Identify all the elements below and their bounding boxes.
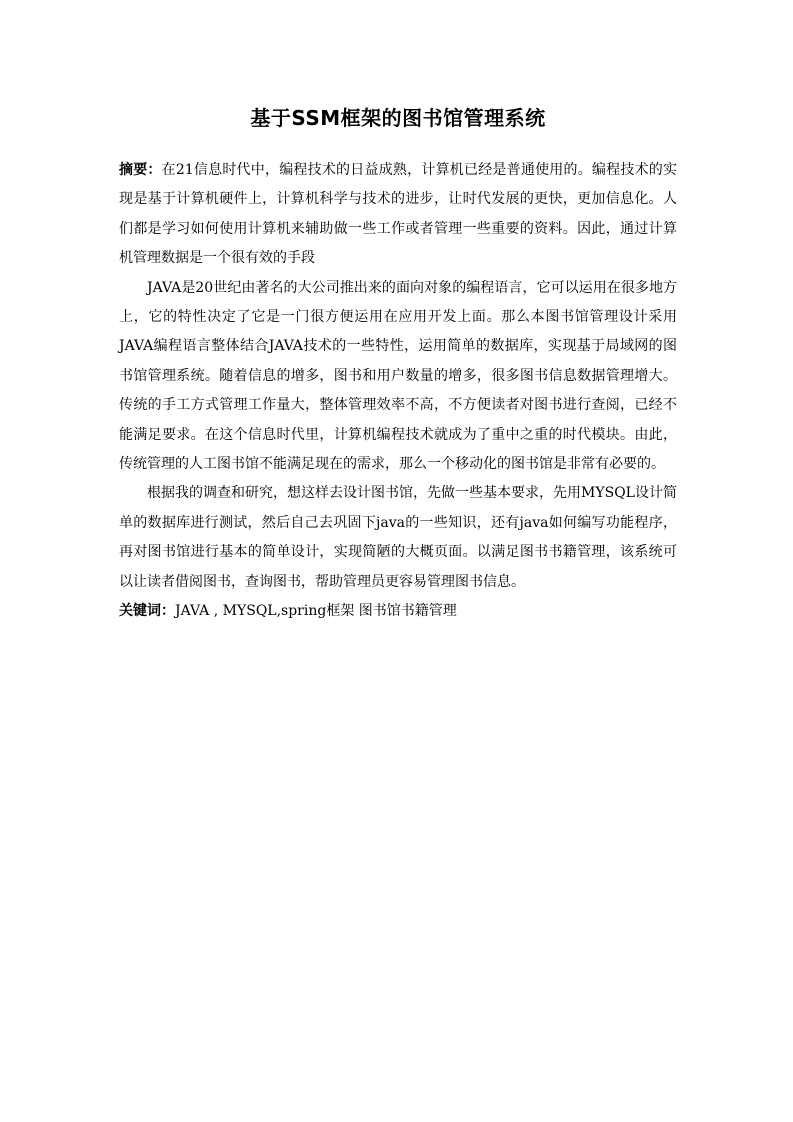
body-paragraph-1: JAVA是20世纪由著名的大公司推出来的面向对象的编程语言，它可以运用在很多地方上，它的特性决定了它是一门很方便运用在应用开发上面。那么本图书馆管理设计采用JAVA编程语言整体结合JAVA技术的一些特性，运用简单的数据库，实现基于局域网的图书馆管理系统。随着信息的增多，图书和用户数量的增多，很多图书信息数据管理增大。传统的手工方式管理工作量大，整体管理效率不高，不方便读者对图书进行查阅，已经不能满足要求。在这个信息时代里，计算机编程技术就成为了重中之重的时代模块。由此，传统管理的人工图书馆不能满足现在的需求，那么一个移动化的图书馆是非常有必要的。: [119, 279, 677, 473]
body-paragraph-2: 根据我的调查和研究，想这样去设计图书馆，先做一些基本要求，先用MYSQL设计简单的数据库进行测试，然后自己去巩固下java的一些知识，还有java如何编写功能程序，再对图书馆进行基本的简单设计，实现简陋的大概页面。以满足图书书籍管理，该系统可以让读者借阅图书，查询图书，帮助管理员更容易管理图书信息。: [119, 485, 677, 590]
keywords-label: 关键词：: [119, 603, 175, 620]
keywords-paragraph: [119, 597, 677, 626]
document-title: 基于SSM框架的图书馆管理系统: [250, 106, 546, 130]
document-body: [119, 0, 677, 627]
abstract-paragraph: [119, 156, 677, 274]
abstract-text: 在21信息时代中，编程技术的日益成熟，计算机已经是普通使用的。编程技术的实现是基于计算机硬件上，计算机科学与技术的进步，让时代发展的更快，更加信息化。人们都是学习如何使用计算机来辅助做一些工作或者管理一些重要的资料。因此，通过计算机管理数据是一个很有效的手段: [119, 162, 678, 267]
abstract-label: 摘要：: [119, 162, 162, 178]
keywords-text: JAVA , MYSQL,spring框架 图书馆书籍管理: [175, 603, 457, 620]
